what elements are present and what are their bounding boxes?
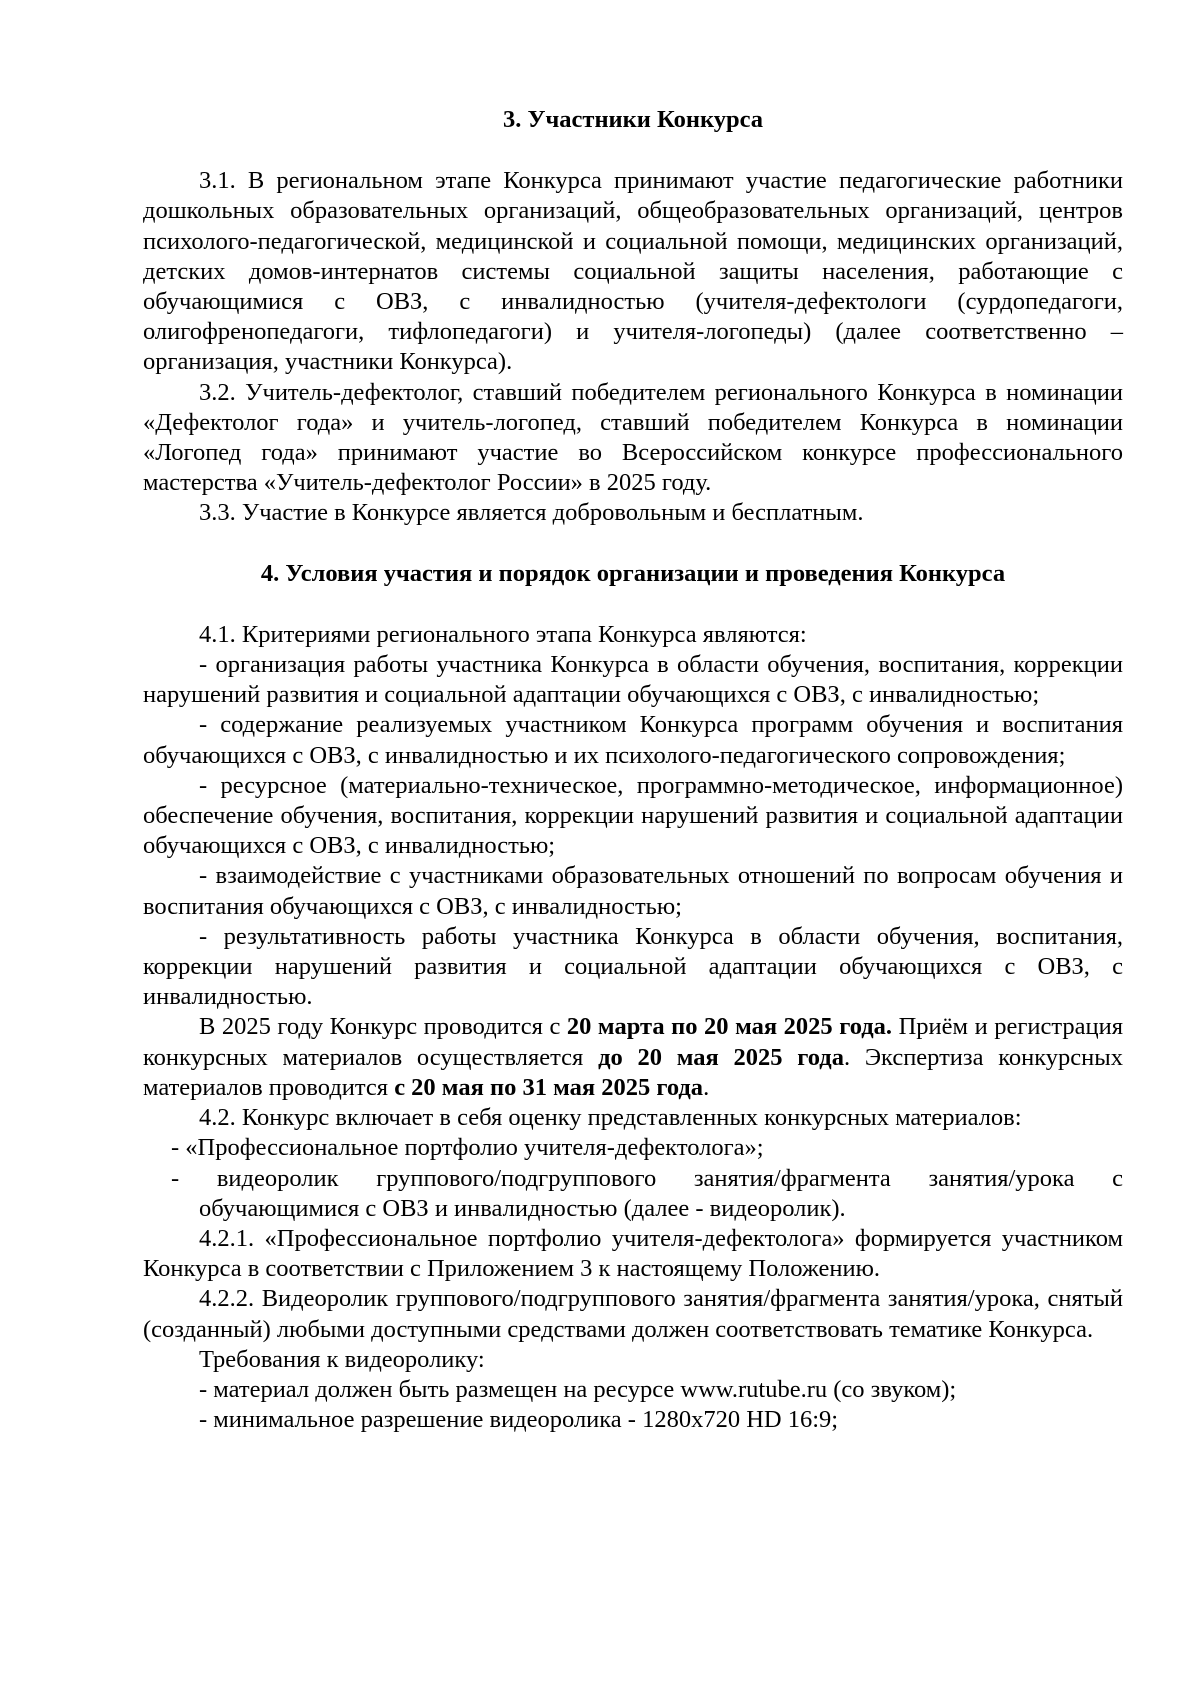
video-requirement-item: - минимальное разрешение видеоролика - 1280х720 HD 16:9; [199, 1406, 839, 1434]
section-4-title: 4. Условия участия и порядок организации и проведения Конкурса [260, 559, 1006, 587]
video-requirements-title: Требования к видеоролику: [199, 1345, 485, 1373]
paragraph-4-2: 4.2. Конкурс включает в себя оценку представленных конкурсных материалов: [199, 1104, 1022, 1132]
dates-text-1: В 2025 году Конкурс проводится с [199, 1013, 567, 1041]
dates-text-3: . Экспертиза конкурсных материалов проводится [143, 1043, 1124, 1101]
criteria-item: - содержание реализуемых участником Конкурса программ обучения и воспитания обучающихся с ОВЗ, с инвалидностью и их психолого-педагогического сопровождения; [143, 711, 1123, 769]
paragraph-3-2: 3.2. Учитель-дефектолог, ставший победителем регионального Конкурса в номинации «Дефектолог года» и учитель-логопед, ставший победителем Конкурса в номинации «Логопед года» принимают участие во Всероссийском конкурсе профессионального мастерства «Учитель-дефектолог России» в 2025 году. [143, 378, 1123, 497]
criteria-item: - результативность работы участника Конкурса в области обучения, воспитания, коррекции нарушений развития и социальной адаптации обучающихся с ОВЗ, с инвалидностью. [143, 922, 1123, 1011]
section-3-title: 3. Участники Конкурса [502, 106, 764, 133]
dates-text-4: . [703, 1073, 710, 1101]
dates-deadline-bold: до 20 мая 2025 года [598, 1043, 844, 1071]
paragraph-4-2-2: 4.2.2. Видеоролик группового/подгруппового занятия/фрагмента занятия/урока, снятый (созданный) любыми доступными средствами должен соответствовать тематике Конкурса. [143, 1285, 1123, 1343]
dates-expertise-bold: с 20 мая по 31 мая 2025 года [394, 1073, 704, 1101]
material-item: - видеоролик группового/подгруппового занятия/фрагмента занятия/урока с обучающимися с ОВЗ и инвалидностью (далее - видеоролик). [171, 1164, 1123, 1222]
paragraph-4-2-1: 4.2.1. «Профессиональное портфолио учителя-дефектолога» формируется участником Конкурса в соответствии с Приложением 3 к настоящему Положению. [143, 1224, 1123, 1283]
dates-period-bold: 20 марта по 20 мая 2025 года. [566, 1013, 893, 1041]
document-page [143, 105, 1123, 1435]
paragraph-3-1: 3.1. В региональном этапе Конкурса принимают участие педагогические работники дошкольных образовательных организаций, общеобразовательных организаций, центров психолого-педагогической, медицинской и социальной помощи, медицинских организаций, детских домов-интернатов системы социальной защиты населения, работающие с обучающимися с ОВЗ, с инвалидностью (учителя-дефектологи (сурдопедагоги, олигофренопедагоги, тифлопедагоги) и учителя-логопеды) (далее соответственно – организация, участники Конкурса). [143, 167, 1123, 376]
criteria-item: - организация работы участника Конкурса в области обучения, воспитания, коррекции нарушений развития и социальной адаптации обучающихся с ОВЗ, с инвалидностью; [143, 651, 1123, 709]
criteria-item: - взаимодействие с участниками образовательных отношений по вопросам обучения и воспитания обучающихся с ОВЗ, с инвалидностью; [143, 862, 1123, 920]
contest-dates-paragraph [143, 1012, 1123, 1103]
material-item: - «Профессиональное портфолио учителя-дефектолога»; [171, 1134, 764, 1162]
video-requirement-item: - материал должен быть размещен на ресурсе www.rutube.ru (со звуком); [199, 1375, 957, 1403]
criteria-item: - ресурсное (материально-техническое, программно-методическое, информационное) обеспечение обучения, воспитания, коррекции нарушений развития и социальной адаптации обучающихся с ОВЗ, с инвалидностью; [143, 771, 1123, 860]
paragraph-4-1: 4.1. Критериями регионального этапа Конкурса являются: [199, 620, 807, 648]
paragraph-3-3: 3.3. Участие в Конкурсе является добровольным и бесплатным. [199, 499, 864, 527]
dates-text-2: Приём и регистрация конкурсных материалов осуществляется [143, 1013, 1124, 1071]
